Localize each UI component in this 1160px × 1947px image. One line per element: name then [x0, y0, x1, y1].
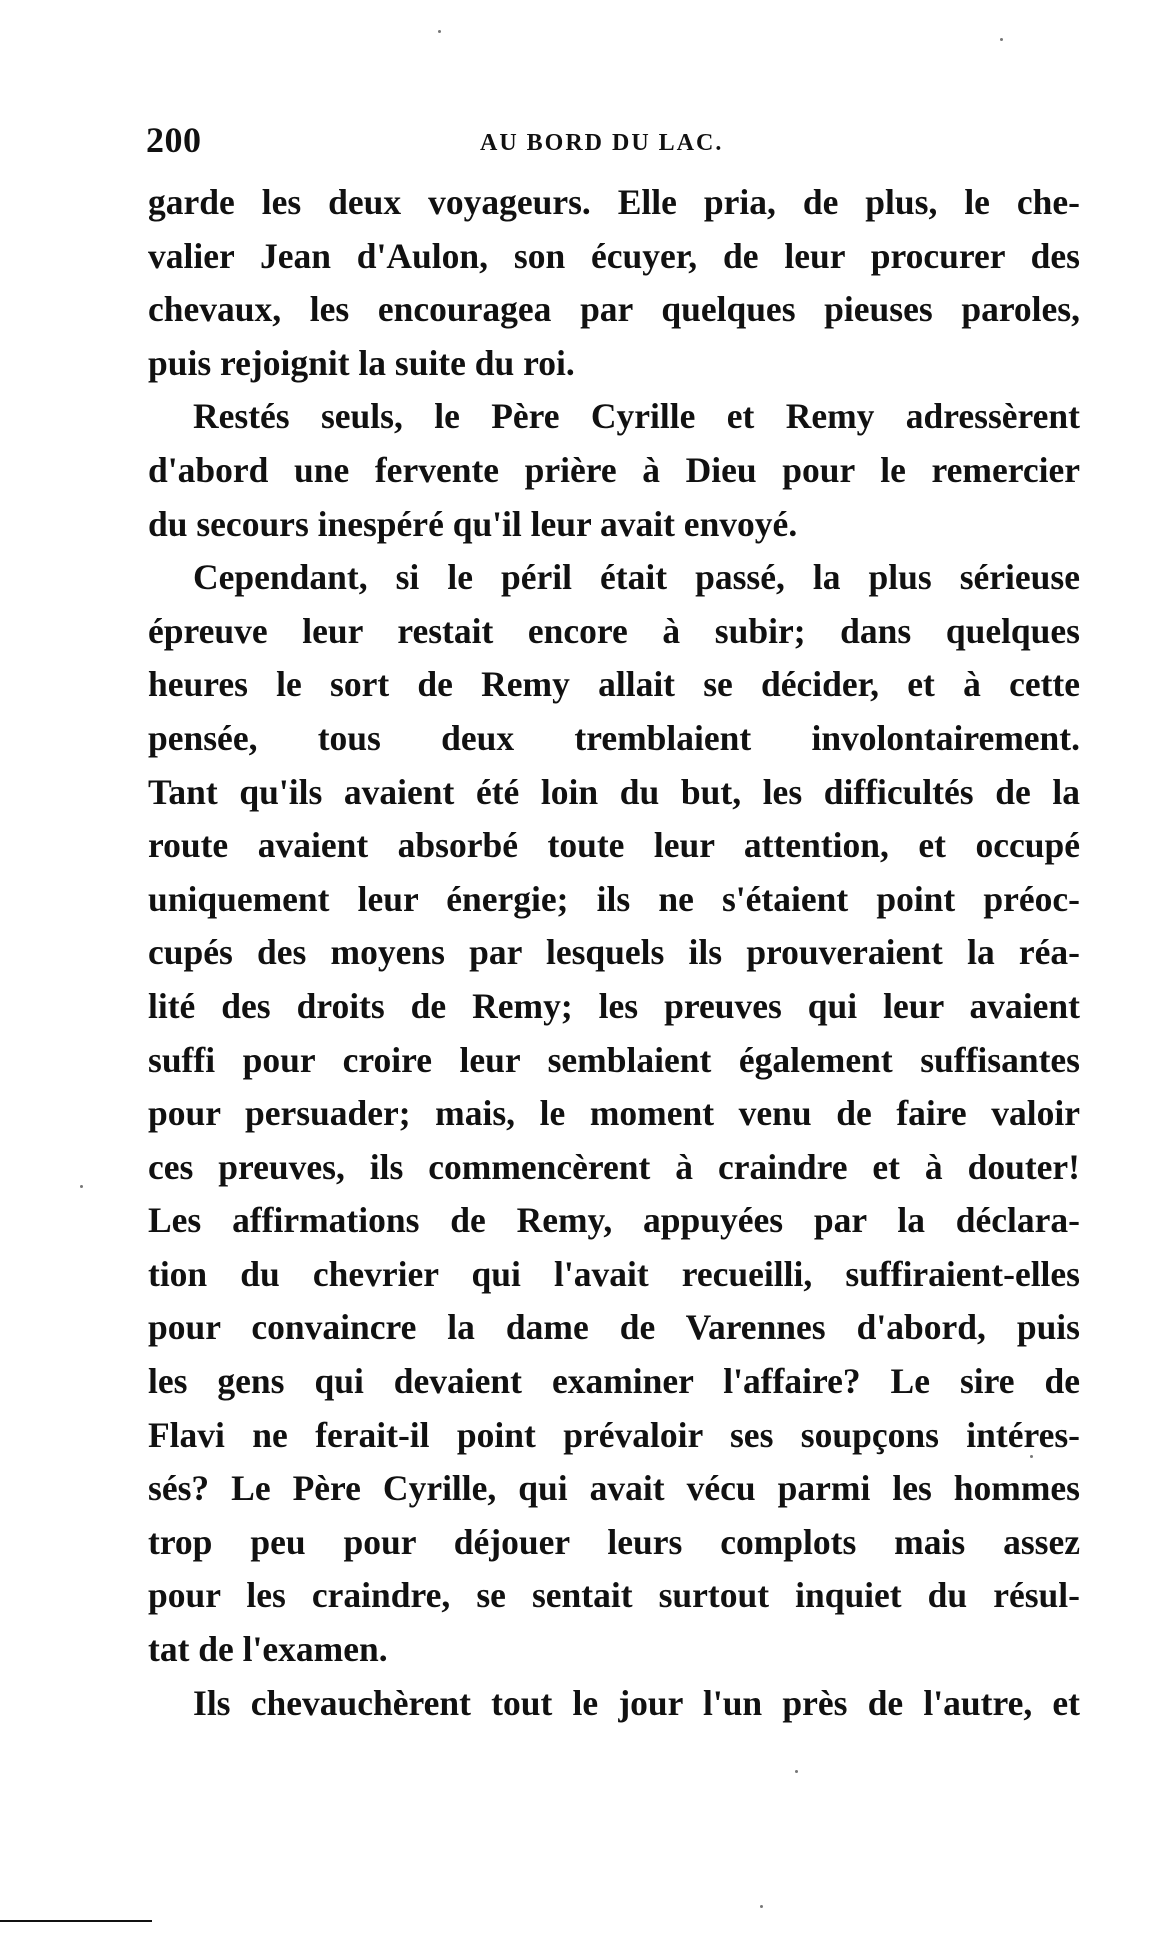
text-line: uniquement leur énergie; ils ne s'étaient point préoc-	[148, 878, 1080, 919]
text-line: pour persuader; mais, le moment venu de faire valoir	[148, 1093, 1080, 1134]
text-line: sés? Le Père Cyrille, qui avait vécu parmi les hommes	[148, 1468, 1080, 1509]
text-line: épreuve leur restait encore à subir; dans quelques	[148, 610, 1080, 651]
text-line: suffi pour croire leur semblaient également suffisantes	[148, 1039, 1080, 1080]
footer-rule	[0, 1920, 152, 1922]
scan-speck	[1030, 1455, 1033, 1458]
running-title: AU BORD DU LAC.	[480, 130, 724, 156]
scan-speck	[760, 1905, 763, 1908]
text-line: pour les craindre, se sentait surtout inquiet du résul-	[148, 1575, 1080, 1616]
scan-speck	[438, 30, 441, 33]
text-line: d'abord une fervente prière à Dieu pour le remercier	[148, 449, 1080, 490]
text-line: pour convaincre la dame de Varennes d'abord, puis	[148, 1307, 1080, 1348]
body-text	[148, 176, 1080, 1730]
text-line: Restés seuls, le Père Cyrille et Remy adressèrent	[193, 396, 1080, 437]
scan-speck	[795, 1770, 798, 1773]
text-line: Flavi ne ferait-il point prévaloir ses soupçons intéres-	[148, 1414, 1080, 1455]
text-line: les gens qui devaient examiner l'affaire? Le sire de	[148, 1361, 1080, 1402]
text-line: pensée, tous deux tremblaient involontairement.	[148, 717, 1080, 758]
text-line: Tant qu'ils avaient été loin du but, les difficultés de la	[148, 771, 1080, 812]
text-line: Cependant, si le péril était passé, la plus sérieuse	[193, 557, 1080, 598]
text-line: tat de l'examen.	[148, 1629, 388, 1670]
scan-speck	[80, 1185, 83, 1188]
text-line: garde les deux voyageurs. Elle pria, de plus, le che-	[148, 182, 1080, 222]
scan-speck	[1000, 38, 1003, 41]
page-number: 200	[146, 120, 202, 160]
text-line: lité des droits de Remy; les preuves qui leur avaient	[148, 985, 1080, 1026]
text-line: du secours inespéré qu'il leur avait envoyé.	[148, 503, 798, 544]
text-line: puis rejoignit la suite du roi.	[148, 342, 575, 383]
text-line: Les affirmations de Remy, appuyées par la déclara-	[148, 1200, 1080, 1241]
text-line: route avaient absorbé toute leur attention, et occupé	[148, 825, 1080, 866]
text-line: chevaux, les encouragea par quelques pieuses paroles,	[148, 289, 1080, 330]
text-line: cupés des moyens par lesquels ils prouveraient la réa-	[148, 932, 1080, 973]
text-line: Ils chevauchèrent tout le jour l'un près de l'autre, et	[193, 1682, 1080, 1723]
text-line: tion du chevrier qui l'avait recueilli, suffiraient-elles	[148, 1253, 1080, 1294]
text-line: ces preuves, ils commencèrent à craindre et à douter!	[148, 1146, 1080, 1187]
text-line: valier Jean d'Aulon, son écuyer, de leur procurer des	[148, 235, 1080, 276]
text-line: trop peu pour déjouer leurs complots mais assez	[148, 1521, 1080, 1562]
text-line: heures le sort de Remy allait se décider, et à cette	[148, 664, 1080, 705]
